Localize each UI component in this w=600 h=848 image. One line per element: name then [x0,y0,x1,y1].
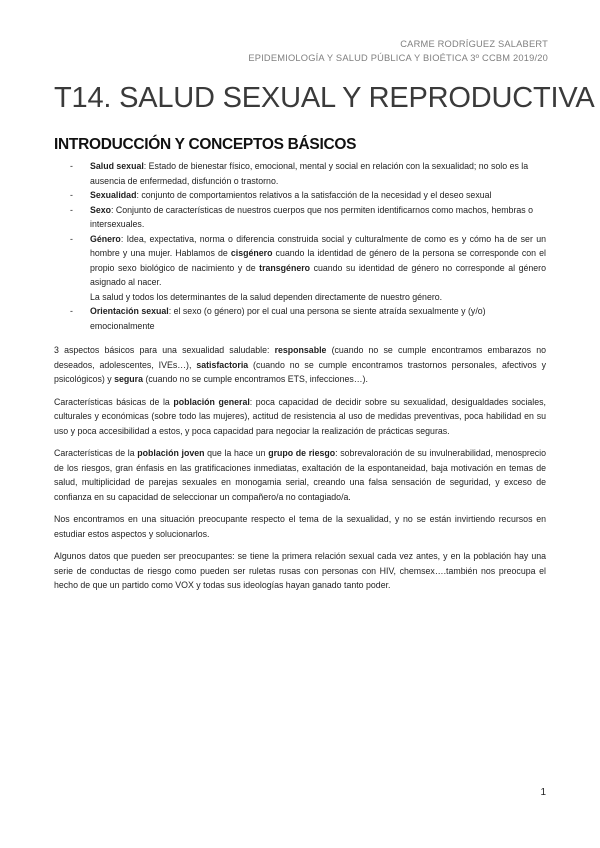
definition: : el sexo (o género) por el cual una persona se siente atraída sexualmente y (y/o) emocionalmente [90,306,486,331]
definition: cuando la identidad de género de la persona se corresponde con el propio sexo biológico de nacimiento y de [90,248,546,273]
list-item [54,188,546,203]
bullet-dash: - [70,204,73,215]
paragraph-general-population [54,395,546,439]
page-header [248,37,548,65]
term-transgenero: transgénero [259,262,311,273]
definition: : Conjunto de características de nuestros cuerpos que nos permiten identificarnos como machos, hembras o intersexuales. [90,204,534,229]
gender-note: La salud y todos los determinantes de la salud dependen directamente de nuestro género. [90,291,443,302]
list-item [54,203,546,232]
definition: : Estado de bienestar físico, emocional, mental y social en relación con la sexualidad; no solo es la ausencia de enfermedad, disfunción o trastorno. [90,161,529,186]
text: (cuando no se cumple encontramos embarazos no deseados, adolescentes, IVEs…), [54,345,546,370]
text: Características básicas de la [54,396,174,407]
bold-text: responsable [274,345,327,355]
term: Salud sexual [90,161,144,171]
term: Sexo [90,204,112,215]
list-item [54,159,546,188]
text: : poca capacidad de decidir sobre su sexualidad, desigualdades sociales, culturales y económicas (sobre todo las mujeres), actitud de resistencia al uso de medidas preventivas, poca habilidad en su uso y poca accesibilidad a estos, y poca capacidad para negociar la realización de prácticas seguras. [54,396,546,436]
section-heading: INTRODUCCIÓN Y CONCEPTOS BÁSICOS [54,136,357,153]
definition: : conjunto de comportamientos relativos a la satisfacción de la necesidad y el deseo sexual [136,190,492,200]
bullet-dash: - [70,233,73,244]
document-body [54,135,546,601]
paragraph-aspects [54,343,546,387]
term-cisgenero: cisgénero [230,248,273,258]
list-item [54,304,546,333]
bold-text: población general [173,396,250,407]
text: que la hace un [204,448,269,458]
bold-text: población joven [137,448,205,458]
text: Características de la [54,448,138,458]
text: (cuando no se cumple encontramos ETS, infecciones…). [143,374,368,384]
paragraph-young-population [54,446,546,504]
bullet-dash: - [70,306,73,316]
text: (cuando no se cumple encontramos trastornos personales, afectivos y psicológicos) y [54,359,547,384]
term: Género [90,233,121,244]
text: 3 aspectos básicos para una sexualidad saludable: [54,345,275,355]
term: Orientación sexual [90,306,169,316]
bold-text: grupo de riesgo [268,448,336,458]
header-author: CARME RODRÍGUEZ SALABERT [400,39,548,49]
page-title: T14. SALUD SEXUAL Y REPRODUCTIVA [54,82,595,114]
bullet-dash: - [70,190,73,200]
text: : sobrevaloración de su invulnerabilidad, menosprecio de los riesgos, gran énfasis en las gratificaciones inmediatas, exaltación de la espontaneidad, baja motivación en temas de salud, multiplicidad de parejas sexuales en monogamia serial, creando una falsa sensación de seguridad, y exceso de confianza en su capacidad de seleccionar un compañero/a no contagiado/a. [54,448,547,502]
bold-text: satisfactoria [196,359,249,370]
paragraph-concerning-data: Algunos datos que pueden ser preocupantes: se tiene la primera relación sexual cada vez antes, y en la población hay una serie de conductas de riesgo como pueden ser ruletas rusas con personas con HIV, chemsex….también nos preocupa el hecho de que un partido como VOX y todas sus ideologías hayan ganado tanto poder. [54,551,546,590]
term: Sexualidad [90,190,137,200]
paragraph-situation: Nos encontramos en una situación preocupante respecto el tema de la sexualidad, y no se están invirtiendo recursos en estudiar estos aspectos y solucionarlos. [54,514,546,539]
definition: cuando su identidad de género no corresponde al género asignado al nacer. [90,262,546,287]
bullet-dash: - [70,161,73,171]
bold-text: segura [114,374,143,384]
definitions-list [54,159,546,333]
list-item [54,232,546,305]
definition: : Idea, expectativa, norma o diferencia construida social y culturalmente de como es y cómo ha de ser un hombre y una mujer. Hablamos de [90,233,546,258]
page-number: 1 [540,787,546,798]
header-course: EPIDEMIOLOGÍA Y SALUD PÚBLICA Y BIOÉTICA 3º CCBM 2019/20 [248,53,548,63]
